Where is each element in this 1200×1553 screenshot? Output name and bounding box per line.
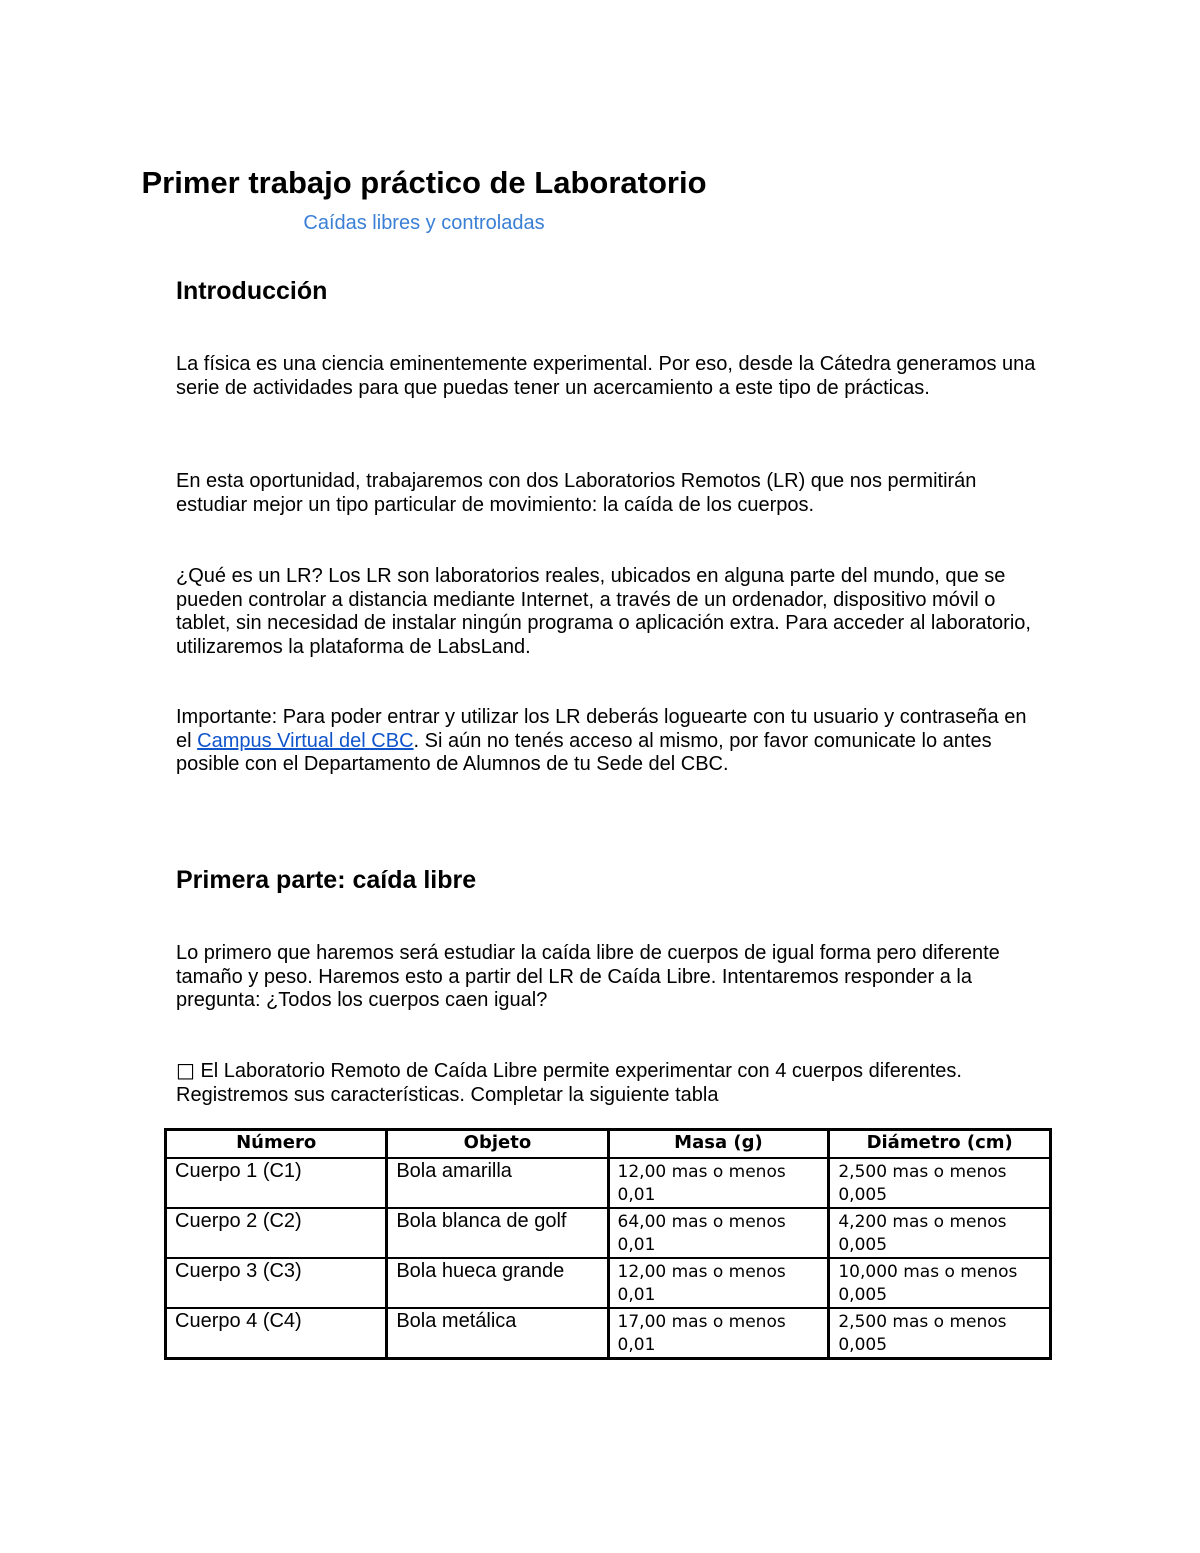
cell-objeto: Bola hueca grande [387,1258,608,1308]
cell-masa[interactable]: 12,00 mas o menos 0,01 [608,1258,829,1308]
header-masa: Masa (g) [608,1130,829,1159]
cell-masa[interactable]: 64,00 mas o menos 0,01 [608,1208,829,1258]
intro-heading: Introducción [176,277,328,305]
part1-p2-text: El Laboratorio Remoto de Caída Libre permite experimentar con 4 cuerpos diferentes. Registremos sus características. Completar la siguiente tabla [176,1060,962,1106]
header-diametro: Diámetro (cm) [829,1130,1051,1159]
cell-numero: Cuerpo 4 (C4) [166,1308,387,1359]
intro-paragraph-1: La física es una ciencia eminentemente experimental. Por eso, desde la Cátedra generamos una serie de actividades para que puedas tener un acercamiento a este tipo de prácticas. [176,353,1036,399]
cell-diametro[interactable]: 10,000 mas o menos 0,005 [829,1258,1051,1308]
intro-p4-before: Importante: Para poder entrar y utilizar los LR deberás loguearte con tu usuario y contraseña en el [176,706,1027,752]
cell-objeto: Bola blanca de golf [387,1208,608,1258]
table-row [166,1308,1051,1359]
cell-diametro[interactable]: 4,200 mas o menos 0,005 [829,1208,1051,1258]
page-title: Primer trabajo práctico de Laboratorio [141,165,707,200]
cell-objeto: Bola metálica [387,1308,608,1359]
cell-numero: Cuerpo 3 (C3) [166,1258,387,1308]
intro-paragraph-3: ¿Qué es un LR? Los LR son laboratorios reales, ubicados en alguna parte del mundo, que se pueden controlar a distancia mediante Internet, a través de un ordenador, dispositivo móvil o tablet, sin necesidad de instalar ningún programa o aplicación extra. Para acceder al laboratorio, utilizaremos la plataforma de LabsLand. [176,565,1031,658]
part1-paragraph-2 [176,1059,1036,1107]
intro-paragraph-4 [176,706,1036,777]
cell-diametro[interactable]: 2,500 mas o menos 0,005 [829,1308,1051,1359]
header-objeto: Objeto [387,1130,608,1159]
table-header-row [166,1130,1051,1159]
cell-numero: Cuerpo 1 (C1) [166,1158,387,1208]
bodies-table [164,1128,1052,1360]
table-row [166,1208,1051,1258]
campus-virtual-link[interactable]: Campus Virtual del CBC [197,729,414,752]
part1-paragraph-1: Lo primero que haremos será estudiar la caída libre de cuerpos de igual forma pero diferente tamaño y peso. Haremos esto a partir del LR de Caída Libre. Intentaremos responder a la pregunta: ¿Todos los cuerpos caen igual? [176,942,1000,1011]
cell-numero: Cuerpo 2 (C2) [166,1208,387,1258]
cell-objeto: Bola amarilla [387,1158,608,1208]
table-row [166,1258,1051,1308]
page-subtitle: Caídas libres y controladas [303,212,545,234]
cell-diametro[interactable]: 2,500 mas o menos 0,005 [829,1158,1051,1208]
intro-p4-after: . Si aún no tenés acceso al mismo, por favor comunicate lo antes posible con el Departamento de Alumnos de tu Sede del CBC. [176,729,992,775]
part1-heading: Primera parte: caída libre [176,866,477,894]
cell-masa[interactable]: 12,00 mas o menos 0,01 [608,1158,829,1208]
intro-paragraph-2: En esta oportunidad, trabajaremos con dos Laboratorios Remotos (LR) que nos permitirán estudiar mejor un tipo particular de movimiento: la caída de los cuerpos. [176,470,977,516]
cell-masa[interactable]: 17,00 mas o menos 0,01 [608,1308,829,1359]
bullet-glyph-icon: □ [176,1058,195,1082]
table-row [166,1158,1051,1208]
header-numero: Número [166,1130,387,1159]
